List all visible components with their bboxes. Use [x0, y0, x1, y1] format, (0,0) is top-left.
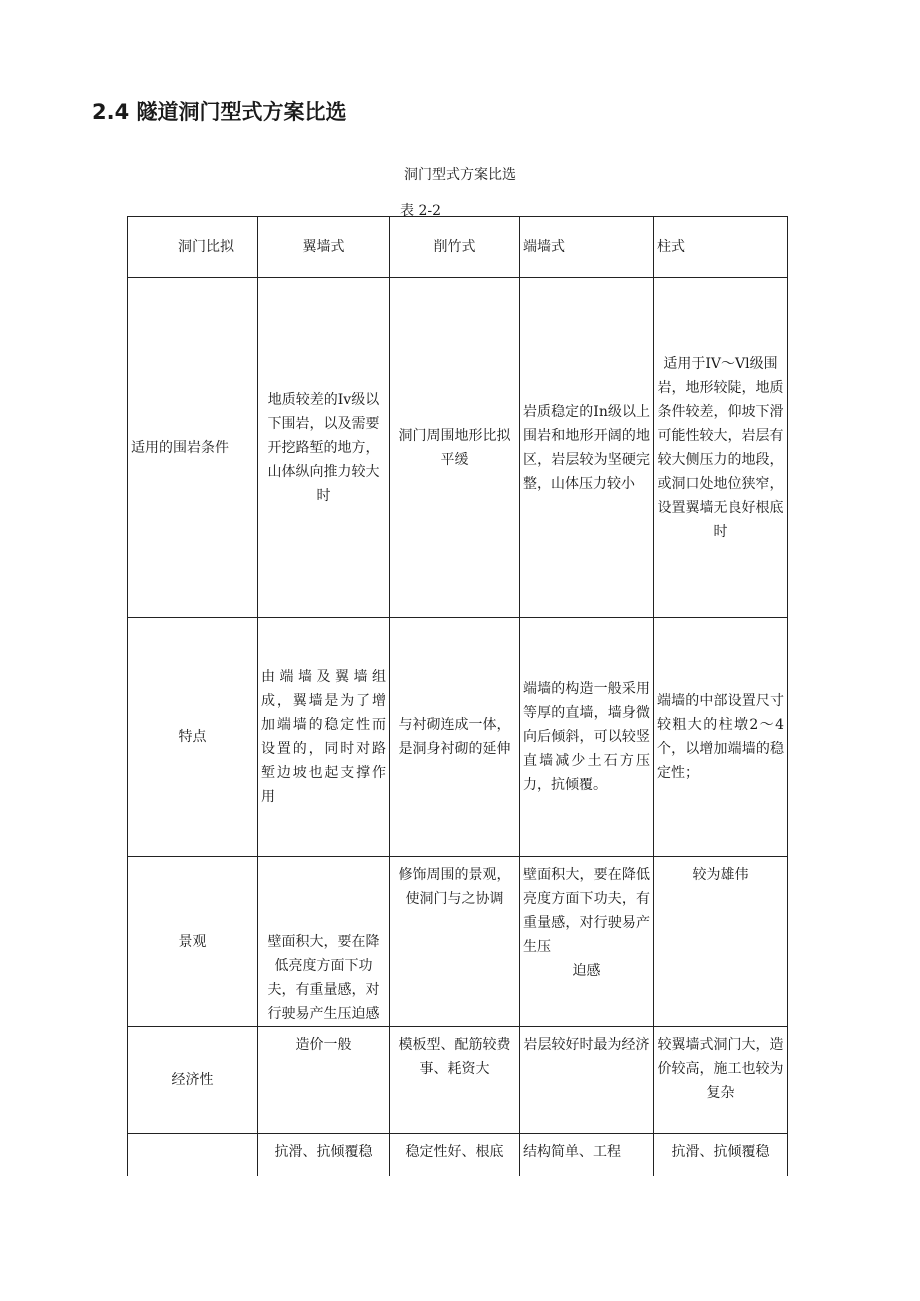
table-cell: 结构简单、工程 — [520, 1134, 654, 1176]
cell-text-continued: 迫感 — [572, 963, 601, 979]
table-cell: 抗滑、抗倾覆稳 — [654, 1134, 788, 1176]
table-cell: 壁面积大，要在降低亮度方面下功夫，有重量感，对行驶易产生压迫感 — [258, 857, 390, 1027]
table-cell: 由端墙及翼墙组成，翼墙是为了增加端墙的稳定性而设置的，同时对路堑边坡也起支撑作用 — [258, 618, 390, 857]
table-row — [128, 857, 788, 1027]
table-row — [128, 1134, 788, 1176]
row-label: 适用的围岩条件 — [128, 278, 258, 618]
table-cell — [520, 857, 654, 1027]
comparison-table — [127, 216, 788, 1176]
table-cell: 与衬砌连成一体，是洞身衬砌的延伸 — [390, 618, 520, 857]
table-cell: 较为雄伟 — [654, 857, 788, 1027]
row-label: 经济性 — [128, 1027, 258, 1134]
cell-text: 壁面积大，要在降低亮度方面下功夫，有重量感，对行驶易产生压 — [523, 867, 650, 955]
table-cell: 地质较差的Iv级以下围岩，以及需要开挖路堑的地方，山体纵向推力较大时 — [258, 278, 390, 618]
row-label: 景观 — [128, 857, 258, 1027]
row-label — [128, 1134, 258, 1176]
table-cell: 抗滑、抗倾覆稳 — [258, 1134, 390, 1176]
section-heading: 2.4 隧道洞门型式方案比选 — [92, 100, 347, 124]
table-cell: 洞门周围地形比拟平缓 — [390, 278, 520, 618]
table-cell: 岩层较好时最为经济 — [520, 1027, 654, 1134]
table-cell: 造价一般 — [258, 1027, 390, 1134]
table-cell: 较翼墙式洞门大，造价较高，施工也较为复杂 — [654, 1027, 788, 1134]
table-cell: 模板型、配筋较费事、耗资大 — [390, 1027, 520, 1134]
header-cell: 翼墙式 — [258, 217, 390, 278]
table-cell: 端墙的中部设置尺寸较粗大的柱墩2〜4个，以增加端墙的稳定性； — [654, 618, 788, 857]
table-number: 表 2-2 — [400, 203, 441, 219]
table-row — [128, 618, 788, 857]
table-caption: 洞门型式方案比选 — [404, 167, 516, 183]
header-cell: 洞门比拟 — [128, 217, 258, 278]
header-cell: 削竹式 — [390, 217, 520, 278]
table-cell: 稳定性好、根底 — [390, 1134, 520, 1176]
header-cell: 柱式 — [654, 217, 788, 278]
table-cell: 修饰周围的景观，使洞门与之协调 — [390, 857, 520, 1027]
table-cell: 端墙的构造一般采用等厚的直墙，墙身微向后倾斜，可以较竖直墙减少土石方压力，抗倾覆。 — [520, 618, 654, 857]
header-cell: 端墙式 — [520, 217, 654, 278]
table-cell: 岩质稳定的In级以上围岩和地形开阔的地区，岩层较为坚硬完整，山体压力较小 — [520, 278, 654, 618]
table-header-row — [128, 217, 788, 278]
row-label: 特点 — [128, 618, 258, 857]
table-row — [128, 1027, 788, 1134]
table-row — [128, 278, 788, 618]
table-cell: 适用于IV〜Vl级围岩，地形较陡，地质条件较差，仰坡下滑可能性较大，岩层有较大侧压力的地段，或洞口处地位狭窄，设置翼墙无良好根底时 — [654, 278, 788, 618]
